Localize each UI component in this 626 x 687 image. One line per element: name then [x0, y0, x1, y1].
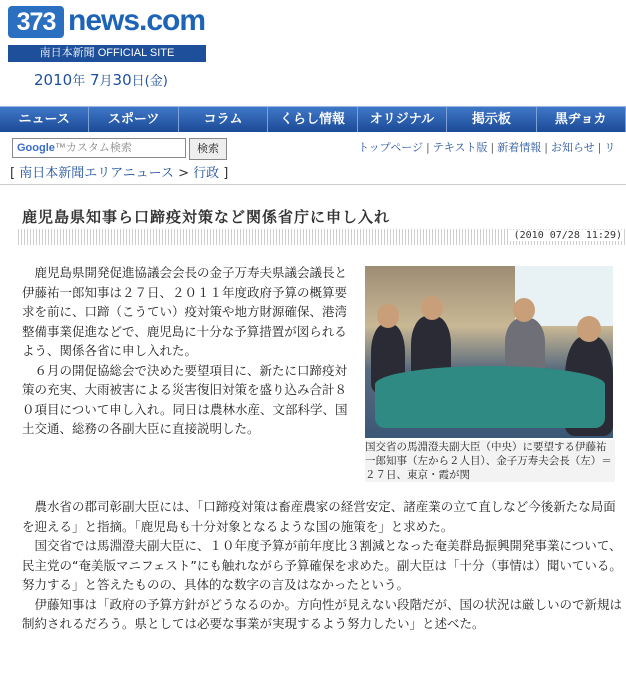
article-paragraph: 国交省では馬淵澄夫副大臣に、１０年度予算が前年度比３割減となった奄美群島振興開発事業について、民主党の“奄美版マニフェスト”にも触れながら予算確保を求めた。副大臣は「十分（事情は）聞いている。努力する」と答えたものの、具体的な数字の言及はなかったという。 — [22, 538, 622, 592]
nav-item-bbs[interactable]: 掲示板 — [447, 107, 536, 132]
breadcrumb-arrow: > — [178, 166, 189, 181]
official-site-banner: 南日本新聞 OFFICIAL SITE — [8, 45, 206, 62]
divider — [0, 184, 626, 185]
date-day-unit: 日 — [131, 74, 145, 89]
main-nav — [0, 106, 626, 132]
article-body-top — [22, 263, 358, 439]
search-button[interactable]: 検索 — [189, 138, 227, 160]
link-separator: | — [597, 141, 602, 154]
search-brand: Google — [17, 142, 55, 154]
article-title: 鹿児島県知事ら口蹄疫対策など関係省庁に申し入れ — [22, 208, 391, 226]
date-weekday: (金) — [144, 74, 168, 89]
date-day: 30 — [112, 71, 132, 89]
date-month: 7 — [89, 71, 100, 89]
nav-item-original[interactable]: オリジナル — [358, 107, 447, 132]
article-paragraph: 鹿児島県開発促進協議会会長の金子万寿夫県議会議長と伊藤祐一郎知事は２７日、２０１１年度政府予算の概算要求を前に、口蹄（こうてい）疫対策や地方財源確保、港湾整備事業促進などで、鹿児島に十分な予算措置が図られるよう、関係各省に申し入れた。 — [22, 265, 348, 358]
breadcrumb-area-news[interactable]: 南日本新聞エリアニュース — [19, 166, 174, 181]
search-input[interactable] — [12, 138, 186, 158]
date-month-unit: 月 — [99, 74, 113, 89]
link-top-page[interactable]: トップページ — [358, 141, 424, 154]
search-placeholder: ™カスタム検索 — [54, 142, 132, 154]
link-notices[interactable]: お知らせ — [550, 141, 595, 154]
photo-table — [375, 366, 605, 428]
site-logo-number[interactable]: 373 — [8, 6, 64, 38]
current-date — [34, 70, 168, 89]
top-links — [358, 139, 615, 155]
date-year-unit: 年 — [72, 74, 86, 89]
site-header — [0, 0, 626, 106]
breadcrumb — [10, 162, 228, 181]
photo-caption: 国交省の馬淵澄夫副大臣（中央）に要望する伊藤祐一郎知事（左から２人目）、金子万寿夫会長（左）＝２７日、東京・霞が関 — [365, 440, 615, 482]
link-new-info[interactable]: 新着情報 — [497, 141, 542, 154]
link-text-version[interactable]: テキスト版 — [432, 141, 488, 154]
article-body-bottom — [22, 497, 624, 634]
breadcrumb-open: [ — [10, 166, 16, 181]
nav-item-news[interactable]: ニュース — [0, 107, 89, 132]
link-separator: | — [544, 141, 548, 154]
link-separator: | — [490, 141, 495, 154]
photo-person-head — [513, 298, 535, 322]
link-truncated[interactable]: リ — [604, 141, 616, 154]
photo-person-head — [421, 296, 443, 320]
article-paragraph: ６月の開促協総会で決めた要望項目に、新たに口蹄疫対策の充実、大雨被害による災害復旧対策を盛り込み合計８０項目について申し入れ。同日は農林水産、文部科学、国土交通、総務の各副大臣に直接説明した。 — [22, 362, 348, 436]
photo-person-head — [377, 304, 399, 328]
link-separator: | — [426, 141, 430, 154]
article-photo[interactable] — [365, 266, 613, 438]
nav-item-life-info[interactable]: くらし情報 — [268, 107, 357, 132]
breadcrumb-category[interactable]: 行政 — [193, 166, 220, 181]
breadcrumb-close: ] — [223, 166, 229, 181]
site-logo-word[interactable]: news.com — [68, 4, 206, 37]
nav-item-sports[interactable]: スポーツ — [89, 107, 178, 132]
article-paragraph: 伊藤知事は「政府の予算方針がどうなるのか。方向性が見えない段階だが、国の状況は厳しいので新規は制約されるだろう。県としては必要な事業が実現するよう努力したい」と述べた。 — [22, 596, 623, 631]
article-timestamp: (2010 07/28 11:29) — [510, 230, 622, 241]
nav-item-kurojoka[interactable]: 黒ヂョカ — [537, 107, 626, 132]
nav-item-column[interactable]: コラム — [179, 107, 268, 132]
article-paragraph: 農水省の郡司彰副大臣には、「口蹄疫対策は畜産農家の経営安定、諸産業の立て直しなど今後新たな局面を迎える」と指摘。「鹿児島も十分対象となるような国の施策を」と求めた。 — [22, 499, 616, 534]
date-year: 2010 — [34, 71, 73, 89]
photo-person-head — [577, 316, 601, 342]
